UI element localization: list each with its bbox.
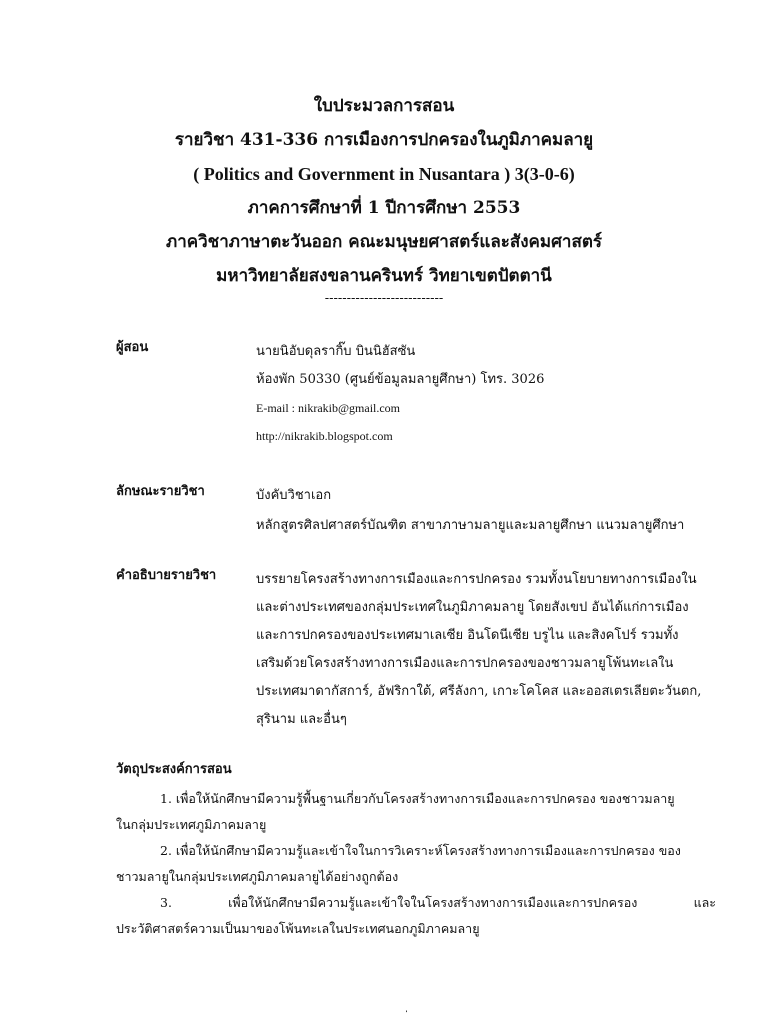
description-line: และการปกครองของประเทศมาเลเซีย อินโดนีเซีย บรูไน และสิงคโปร์ รวมทั้ง	[256, 628, 679, 643]
objective-1-line-1: 1. เพื่อให้นักศึกษามีความรู้พื้นฐานเกี่ยวกับโครงสร้างทางการเมืองและการปกครอง ของชาวมลายู	[160, 791, 675, 806]
instructor-office: ห้องพัก 50330 (ศูนย์ข้อมูลมลายูศึกษา) โทร. 3026	[256, 372, 545, 387]
objective-3-line-1	[116, 890, 716, 916]
course-english-title: ( Politics and Government in Nusantara ) 3(3-0-6)	[193, 164, 575, 184]
course-type-line-2: หลักสูตรศิลปศาสตร์บัณฑิต สาขาภาษามลายูและมลายูศึกษา แนวมลายูศึกษา	[256, 518, 685, 533]
objective-3-line-2: ประวัติศาสตร์ความเป็นมาของโพ้นทะเลในประเทศนอกภูมิภาคมลายู	[116, 921, 480, 936]
objective-3-text: เพื่อให้นักศึกษามีความรู้และเข้าใจในโครงสร้างทางการเมืองและการปกครอง	[228, 895, 638, 910]
objectives-section	[116, 760, 716, 942]
description-line: เสริมด้วยโครงสร้างทางการเมืองและการปกครองของชาวมลายูโพ้นทะเลใน	[256, 656, 674, 671]
objective-1-line-2: ในกลุ่มประเทศภูมิภาคมลายู	[116, 817, 267, 832]
instructor-name: นายนิอับดุลรากิ๊บ บินนิฮัสซัน	[256, 344, 416, 359]
description-line: บรรยายโครงสร้างทางการเมืองและการปกครอง รวมทั้งนโยบายทางการเมืองใน	[256, 572, 697, 587]
objective-2-line-2: ชาวมลายูในกลุ่มประเทศภูมิภาคมลายูได้อย่างถูกต้อง	[116, 869, 399, 884]
description-line: สุรินาม และอื่นๆ	[256, 712, 347, 727]
instructor-email: E-mail : nikrakib@gmail.com	[256, 401, 401, 415]
department-line: ภาควิชาภาษาตะวันออก คณะมนุษยศาสตร์และสังคมศาสตร์	[165, 232, 603, 252]
objectives-title: วัตถุประสงค์การสอน	[116, 762, 232, 777]
instructor-details	[256, 338, 711, 450]
description-text	[256, 566, 711, 734]
page-mark	[408, 1010, 416, 1024]
course-type-label: ลักษณะรายวิชา	[116, 484, 205, 499]
university-line: มหาวิทยาลัยสงขลานครินทร์ วิทยาเขตปัตตานี	[216, 266, 552, 286]
course-code-title: รายวิชา 431-336 การเมืองการปกครองในภูมิภาคมลายู	[174, 130, 594, 150]
document-header	[0, 96, 768, 306]
course-type-details	[256, 482, 711, 540]
description-line: ประเทศมาดากัสการ์, อัฟริกาใต้, ศรีลังกา, เกาะโคโคส และออสเตรเลียตะวันตก,	[256, 684, 702, 699]
course-type-line-1: บังคับวิชาเอก	[256, 488, 332, 503]
objective-3-number: 3.	[160, 895, 172, 910]
instructor-website: http://nikrakib.blogspot.com	[256, 429, 393, 443]
document-title: ใบประมวลการสอน	[313, 96, 455, 116]
objective-3-end: และ	[693, 895, 716, 910]
description-label: คำอธิบายรายวิชา	[116, 568, 217, 583]
objective-2-line-1: 2. เพื่อให้นักศึกษามีความรู้และเข้าใจในการวิเคราะห์โครงสร้างทางการเมืองและการปกครอง ของ	[160, 843, 681, 858]
description-line: และต่างประเทศของกลุ่มประเทศในภูมิภาคมลายู โดยสังเขป อันได้แก่การเมือง	[256, 600, 689, 615]
semester-line: ภาคการศึกษาที่ 1 ปีการศึกษา 2553	[247, 198, 521, 218]
header-divider: ---------------------------	[324, 291, 444, 306]
instructor-label: ผู้สอน	[116, 340, 149, 355]
